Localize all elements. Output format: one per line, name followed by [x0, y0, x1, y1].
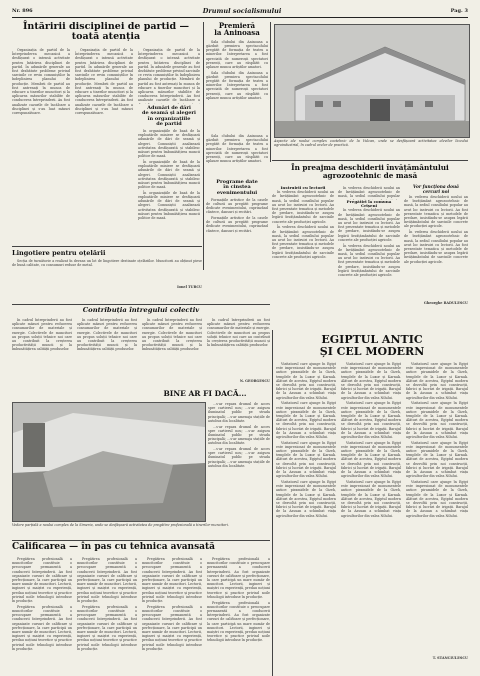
article-qualification	[12, 543, 270, 671]
egypt-col-1: Vizitatorul care ajunge în Egipt este impresionat de monumentele antice: piramidele de la Gizeh, templele de la Luxor și Karnak. Alături de acestea, Egiptul modern se dezvoltă prin noi construcții, fabrici și lucrări de irigații. Barajul de la Assuan a schimbat viața agricultorilor din valea Nilului. Vizitatorul care ajunge în Egipt este impresionat de monumentele antice: piramidele de la Gizeh, templele de la Luxor și Karnak. Alături de acestea, Egiptul modern se dezvoltă prin noi construcții, fabrici și lucrări de irigații. Barajul de la Assuan a schimbat viața agricultorilor din valea Nilului. Vizitatorul care ajunge în Egipt este impresionat de monumentele antice: piramidele de la Gizeh, templele de la Luxor și Karnak. Alături de acestea, Egiptul modern se dezvoltă prin noi construcții, fabrici și lucrări de irigații. Barajul de la Assuan a schimbat viața agricultorilor din valea Nilului. Vizitatorul care ajunge în Egipt este impresionat de monumentele antice: piramidele de la Gizeh, templele de la Luxor și Karnak. Alături de acestea, Egiptul modern se dezvoltă prin noi construcții, fabrici și lucrări de irigații. Barajul de la Assuan a schimbat viața agricultorilor din valea Nilului.	[276, 362, 336, 518]
newspaper-name: Drumul socialismului	[202, 7, 282, 15]
column-rule-3	[272, 330, 273, 676]
headline-premiere-1: Premieră	[218, 21, 256, 30]
good-if-text: ...s-ar repara drumul de acces spre cartierul nou; ...s-ar asigura iluminatul public pe strada principală; ...s-ar amenaja stațiile de autobuz din localitate. ...s-ar repara drumul de acces spre cartierul nou; ...s-ar asigura iluminatul public pe strada principală; ...s-ar amenaja stațiile de autobuz din localitate. ...s-ar repara drumul de acces spre cartierul nou; ...s-ar asigura iluminatul public pe strada principală; ...s-ar amenaja stațiile de autobuz din localitate.	[208, 402, 270, 468]
discipline-col-1: Organizația de partid de la Întreprinderea mecanică a desfășurat o intensă activitate pentru întărirea disciplinei de partid. În adunările generale au fost dezbătute probleme privind sarcinile ce revin comuniștilor în îndeplinirea planului de producție. Membrii de partid au fost antrenați în munca de educare a tinerilor muncitori și la aplicarea măsurilor stabilite de conducerea întreprinderii. Au fost analizate cazurile de încălcare a disciplinei și s-au luat măsuri corespunzătoare.	[12, 48, 70, 116]
photo-farm-complex	[274, 24, 470, 138]
school-subtitle-c: Vor funcționa două cercuri noi	[413, 185, 459, 195]
headline-egypt-2: ȘI CEL MODERN	[319, 344, 425, 358]
premiere-text: Sala clubului din Aninoasa a găzduit premiera spectacolului pregătit de formația de teatru a minerilor. Interpretarea a fost apreciată de numeroșii spectatori prezenți, care au răsplătit cu aplauze munca artiștilor amatori. Sala clubului din Aninoasa a găzduit premiera spectacolului pregătit de formația de teatru a minerilor. Interpretarea a fost apreciată de numeroșii spectatori prezenți, care au răsplătit cu aplauze munca artiștilor amatori.	[206, 39, 268, 100]
program-lead: Sala clubului din Aninoasa a găzduit premiera spectacolului pregătit de formația de teatru a minerilor. Interpretarea a fost apreciată de numeroșii spectatori prezenți, care au răsplătit cu aplauze munca artiștilor amatori.	[206, 134, 268, 164]
school-col-2	[338, 186, 400, 304]
collective-col-3: În cadrul întreprinderii au fost aplicate măsuri pentru reducerea consumurilor de materiale și energie. Colectivele de muncitori au propus soluții tehnice noi care au contribuit la creșterea productivității muncii și la îmbunătățirea calității produselor.	[142, 318, 202, 352]
article-egypt	[276, 330, 468, 666]
school-col-1	[272, 186, 334, 302]
headline-good-if: BINE AR FI DACĂ...	[163, 389, 247, 398]
farm-building-illustration	[275, 25, 469, 137]
headline-elections-2: de seamă și alegeri	[142, 110, 196, 117]
program-text: Formațiile artistice de la casele de cultură au pregătit programe dedicate evenimentului, cuprinzând cântece, dansuri și recitări. Formațiile artistice de la casele de cultură au pregătit programe dedicate evenimentului, cuprinzând cântece, dansuri și recitări.	[206, 197, 268, 233]
headline-program-3: evenimentului	[216, 189, 258, 196]
issue-number: Nr. 896	[12, 8, 33, 14]
article-school	[272, 164, 468, 324]
page-number: Pag. 3	[450, 8, 468, 14]
headline-program-1: Programe date	[216, 179, 258, 185]
school-signature: Gheorghe RADULESCU	[423, 301, 468, 305]
rule-left-2	[12, 304, 270, 305]
article-good-if	[140, 390, 270, 400]
headline-elections-4: de partid	[156, 120, 182, 127]
headline-qualification: Calificarea — în pas cu tehnica avansată	[12, 542, 215, 552]
rule-school	[272, 160, 468, 161]
photo-caption-bottom: Vedere parțială a noului complex de la Simeria, unde se desfășoară activitatea de pregătire profesională a tinerilor muncitori.	[12, 523, 229, 527]
qualification-col-4: Pregătirea profesională a muncitorilor constituie o preocupare permanentă a conducerii întreprinderii. Au fost organizate cursuri de calificare și perfecționare, la care participă un mare număr de muncitori. Lectorii, ingineri și maiștri cu experiență, predau noțiuni teoretice și practice privind noile tehnologii introduse în producție. Pregătirea profesională a muncitorilor constituie o preocupare permanentă a conducerii întreprinderii. Au fost organizate cursuri de calificare și perfecționare, la care participă un mare număr de muncitori. Lectorii, ingineri și maiștri cu experiență, predau noțiuni teoretice și practice privind noile tehnologii introduse în producție.	[207, 557, 270, 643]
rule-left-1	[12, 246, 202, 247]
discipline-col-2: Organizația de partid de la Întreprinderea mecanică a desfășurat o intensă activitate pentru întărirea disciplinei de partid. În adunările generale au fost dezbătute probleme privind sarcinile ce revin comuniștilor în îndeplinirea planului de producție. Membrii de partid au fost antrenați în munca de educare a tinerilor muncitori și la aplicarea măsurilor stabilite de conducerea întreprinderii. Au fost analizate cazurile de încălcare a disciplinei și s-au luat măsuri corespunzătoare.	[75, 48, 133, 116]
school-text-a: În vederea deschiderii noului an de învățământ agrozootehnic de masă, la sediul consiliului popular au avut loc instruiri cu lectorii. Au fost prezentate tematica și metodele de predare, insistându-se asupra legării învățământului de sarcinile concrete ale producției agricole. În vederea deschiderii noului an de învățământ agrozootehnic de masă, la sediul consiliului popular au avut loc instruiri cu lectorii. Au fost prezentate tematica și metodele de predare, insistându-se asupra legării învățământului de sarcinile concrete ale producției agricole.	[272, 190, 334, 259]
article-ropes	[12, 250, 202, 294]
qualification-col-1: Pregătirea profesională a muncitorilor constituie o preocupare permanentă a conducerii întreprinderii. Au fost organizate cursuri de calificare și perfecționare, la care participă un mare număr de muncitori. Lectorii, ingineri și maiștri cu experiență, predau noțiuni teoretice și practice privind noile tehnologii introduse în producție. Pregătirea profesională a muncitorilor constituie o preocupare permanentă a conducerii întreprinderii. Au fost organizate cursuri de calificare și perfecționare, la care participă un mare număr de muncitori. Lectorii, ingineri și maiștri cu experiență, predau noțiuni teoretice și practice privind noile tehnologii introduse în producție.	[12, 557, 72, 651]
collective-col-1: În cadrul întreprinderii au fost aplicate măsuri pentru reducerea consumurilor de materiale și energie. Colectivele de muncitori au propus soluții tehnice noi care au contribuit la creșterea productivității muncii și la îmbunătățirea calității produselor.	[12, 318, 72, 352]
school-subtitle-b: Pregătiri la comuna Crișeni	[346, 199, 392, 209]
headline-elections-3: în organizațiile	[147, 115, 191, 122]
headline-elections-1: Adunări de dări	[147, 105, 191, 111]
school-col-3	[404, 186, 468, 305]
ropes-signature: Ionel TURCU	[177, 284, 202, 289]
headline-egypt-1: EGIPTUL ANTIC	[321, 333, 423, 346]
headline-premiere-2: la Aninoasa	[214, 28, 260, 38]
egypt-col-2: Vizitatorul care ajunge în Egipt este impresionat de monumentele antice: piramidele de la Gizeh, templele de la Luxor și Karnak. Alături de acestea, Egiptul modern se dezvoltă prin noi construcții, fabrici și lucrări de irigații. Barajul de la Assuan a schimbat viața agricultorilor din valea Nilului. Vizitatorul care ajunge în Egipt este impresionat de monumentele antice: piramidele de la Gizeh, templele de la Luxor și Karnak. Alături de acestea, Egiptul modern se dezvoltă prin noi construcții, fabrici și lucrări de irigații. Barajul de la Assuan a schimbat viața agricultorilor din valea Nilului. Vizitatorul care ajunge în Egipt este impresionat de monumentele antice: piramidele de la Gizeh, templele de la Luxor și Karnak. Alături de acestea, Egiptul modern se dezvoltă prin noi construcții, fabrici și lucrări de irigații. Barajul de la Assuan a schimbat viața agricultorilor din valea Nilului. Vizitatorul care ajunge în Egipt este impresionat de monumentele antice: piramidele de la Gizeh, templele de la Luxor și Karnak. Alături de acestea, Egiptul modern se dezvoltă prin noi construcții, fabrici și lucrări de irigații. Barajul de la Assuan a schimbat viața agricultorilor din valea Nilului.	[341, 362, 401, 518]
headline-program-2: în cinstea	[223, 184, 251, 191]
elections-text: În organizațiile de bază de la exploatările miniere se desfășoară adunările de dări de seamă și alegeri. Comuniștii analizează activitatea desfășurată și stabilesc măsuri pentru îmbunătățirea muncii politice de masă. În organizațiile de bază de la exploatările miniere se desfășoară adunările de dări de seamă și alegeri. Comuniștii analizează activitatea desfășurată și stabilesc măsuri pentru îmbunătățirea muncii politice de masă. În organizațiile de bază de la exploatările miniere se desfășoară adunările de dări de seamă și alegeri. Comuniștii analizează activitatea desfășurată și stabilesc măsuri pentru îmbunătățirea muncii politice de masă.	[138, 129, 200, 221]
school-subtitle-a: Instruirii cu lectorii	[280, 185, 326, 190]
column-rule-2	[270, 22, 271, 162]
school-text-b1: În vederea deschiderii noului an de învățământ agrozootehnic de masă, la sediul consiliului popular	[338, 186, 400, 199]
article-collective	[12, 307, 270, 387]
school-text-b2: În vederea deschiderii noului an de învățământ agrozootehnic de masă, la sediul consiliului popular au avut loc instruiri cu lectorii. Au fost prezentate tematica și metodele de predare, insistându-se asupra legării învățământului de sarcinile concrete ale producției agricole. În vederea deschiderii noului an de învățământ agrozootehnic de masă, la sediul consiliului popular au avut loc instruiri cu lectorii. Au fost prezentate tematica și metodele de predare, insistându-se asupra legării învățământului de sarcinile concrete ale producției agricole.	[338, 208, 400, 277]
egypt-signature: T. STANCIULESCU	[432, 656, 468, 660]
header-rule	[12, 17, 468, 18]
headline-collective: Contribuția întregului colectiv	[82, 306, 200, 314]
ropes-text: Secția de turnătorie a realizat în devans un lot de lingotiere destinate oțelăriilor. Muncitorii au obținut piese de bună calitate, cu consumuri reduse de metal.	[12, 258, 202, 268]
headline-discipline-2: toată atenția	[71, 30, 141, 42]
article-premiere	[206, 22, 268, 132]
school-text-c: În vederea deschiderii noului an de învățământ agrozootehnic de masă, la sediul consiliului popular au avut loc instruiri cu lectorii. Au fost prezentate tematica și metodele de predare, insistându-se asupra legării învățământului de sarcinile concrete ale producției agricole. În vederea deschiderii noului an de învățământ agrozootehnic de masă, la sediul consiliului popular au avut loc instruiri cu lectorii. Au fost prezentate tematica și metodele de predare, insistându-se asupra legării învățământului de sarcinile concrete ale producției agricole.	[404, 195, 468, 264]
discipline-col-3: Organizația de partid de la Întreprinderea mecanică a desfășurat o intensă activitate pentru întărirea disciplinei de partid. În adunările generale au fost dezbătute probleme privind sarcinile ce revin comuniștilor în îndeplinirea planului de producție. Membrii de partid au fost antrenați în munca de educare a tinerilor muncitori și la aplicarea măsurilor stabilite de conducerea întreprinderii. Au fost analizate cazurile de încălcare a	[138, 48, 200, 103]
collective-signature: N. GEORGESCU	[239, 379, 270, 383]
collective-col-2: În cadrul întreprinderii au fost aplicate măsuri pentru reducerea consumurilor de materiale și energie. Colectivele de muncitori au propus soluții tehnice noi care au contribuit la creșterea productivității muncii și la îmbunătățirea calității produselor.	[77, 318, 137, 352]
headline-ropes: Lingotiere pentru oțelării	[12, 249, 106, 257]
elections-box	[138, 48, 200, 248]
egypt-col-3: Vizitatorul care ajunge în Egipt este impresionat de monumentele antice: piramidele de la Gizeh, templele de la Luxor și Karnak. Alături de acestea, Egiptul modern se dezvoltă prin noi construcții, fabrici și lucrări de irigații. Barajul de la Assuan a schimbat viața agricultorilor din valea Nilului. Vizitatorul care ajunge în Egipt este impresionat de monumentele antice: piramidele de la Gizeh, templele de la Luxor și Karnak. Alături de acestea, Egiptul modern se dezvoltă prin noi construcții, fabrici și lucrări de irigații. Barajul de la Assuan a schimbat viața agricultorilor din valea Nilului. Vizitatorul care ajunge în Egipt este impresionat de monumentele antice: piramidele de la Gizeh, templele de la Luxor și Karnak. Alături de acestea, Egiptul modern se dezvoltă prin noi construcții, fabrici și lucrări de irigații. Barajul de la Assuan a schimbat viața agricultorilor din valea Nilului. Vizitatorul care ajunge în Egipt este impresionat de monumentele antice: piramidele de la Gizeh, templele de la Luxor și Karnak. Alături de acestea, Egiptul modern se dezvoltă prin noi construcții, fabrici și lucrări de irigații. Barajul de la Assuan a schimbat viața agricultorilor din valea Nilului.	[406, 362, 468, 518]
qualification-col-2: Pregătirea profesională a muncitorilor constituie o preocupare permanentă a conducerii întreprinderii. Au fost organizate cursuri de calificare și perfecționare, la care participă un mare număr de muncitori. Lectorii, ingineri și maiștri cu experiență, predau noțiuni teoretice și practice privind noile tehnologii introduse în producție. Pregătirea profesională a muncitorilor constituie o preocupare permanentă a conducerii întreprinderii. Au fost organizate cursuri de calificare și perfecționare, la care participă un mare număr de muncitori. Lectorii, ingineri și maiștri cu experiență, predau noțiuni teoretice și practice privind noile tehnologii introduse în producție.	[77, 557, 137, 651]
collective-col-4: În cadrul întreprinderii au fost aplicate măsuri pentru reducerea consumurilor de materiale și energie. Colectivele de muncitori au propus soluții tehnice noi care au contribuit la creșterea productivității muncii și la îmbunătățirea calității produselor.	[207, 318, 270, 348]
headline-school-2: agrozootehnic de masă	[322, 170, 418, 180]
photo-caption-top: Aspecte ale noului complex zootehnic de la Vulcan, unde se desfășoară activitatea elevilor liceului agroindustrial, în cadrul orelor de practică.	[274, 139, 468, 148]
landscape-illustration	[13, 403, 205, 521]
headline-discipline-1: Întăririi disciplinei de partid —	[22, 21, 189, 32]
article-program	[206, 134, 268, 270]
rule-qualification	[12, 540, 270, 541]
column-rule-1	[203, 22, 204, 270]
headline-school-1: În preajma deschiderii învățământului	[291, 163, 449, 172]
photo-complex-simeria	[12, 402, 206, 522]
article-discipline	[12, 22, 200, 250]
qualification-col-3: Pregătirea profesională a muncitorilor constituie o preocupare permanentă a conducerii întreprinderii. Au fost organizate cursuri de calificare și perfecționare, la care participă un mare număr de muncitori. Lectorii, ingineri și maiștri cu experiență, predau noțiuni teoretice și practice privind noile tehnologii introduse în producție. Pregătirea profesională a muncitorilor constituie o preocupare permanentă a conducerii întreprinderii. Au fost organizate cursuri de calificare și perfecționare, la care participă un mare număr de muncitori. Lectorii, ingineri și maiștri cu experiență, predau noțiuni teoretice și practice privind noile tehnologii introduse în producție.	[142, 557, 202, 651]
